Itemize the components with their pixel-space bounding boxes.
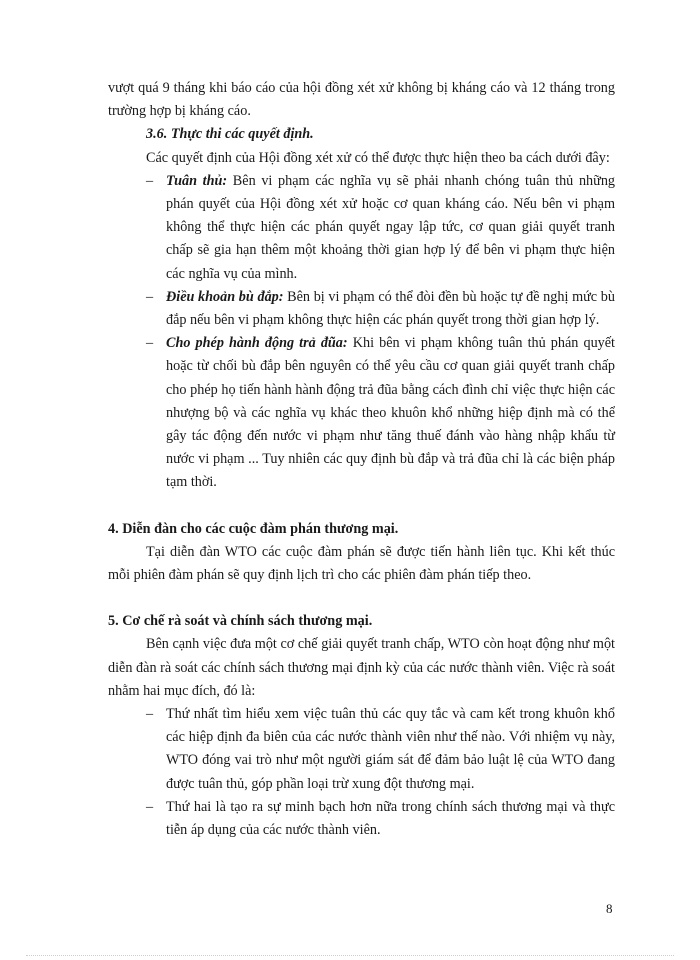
page-bottom-divider: [26, 955, 674, 956]
subsection-3-6-heading: 3.6. Thực thi các quyết định.: [146, 126, 314, 143]
bullet-term: Điều khoản bù đắp:: [166, 288, 284, 305]
section-4-paragraph: Tại diễn đàn WTO các cuộc đàm phán sẽ được tiến hành liên tục. Khi kết thúc mỗi phiên đàm phán sẽ quy định lịch trì cho các phiên đàm phán tiếp theo.: [108, 543, 615, 584]
bullet-text: Khi bên vi phạm không tuân thủ phán quyết hoặc từ chối bù đắp bên nguyên có thể yêu cầu cơ quan giải quyết tranh chấp cho phép họ tiến hành hành động trả đũa bằng cách đình chỉ việc thực hiện các nhượng bộ và các nghĩa vụ khác theo khuôn khổ những hiệp định mà có thể gây tác động đến nước vi phạm như tăng thuế đánh vào hàng nhập khẩu từ nước vi phạm ... Tuy nhiên các quy định bù đắp và trả đũa chỉ là các biện pháp tạm thời.: [166, 335, 615, 491]
page-number: 8: [606, 901, 613, 916]
bullet-text: Bên vi phạm các nghĩa vụ sẽ phải nhanh chóng tuân thủ những phán quyết của Hội đồng xét xử hoặc cơ quan kháng cáo. Nếu bên vi phạm không thể thực hiện các phán quyết ngay lập tức, cơ quan giải quyết tranh chấp sẽ gia hạn thêm một khoảng thời gian hợp lý để bên vi phạm thực hiện các nghĩa vụ của mình.: [166, 172, 616, 282]
bullet-item-compensation: [108, 286, 615, 332]
section-5-heading: 5. Cơ chế rà soát và chính sách thương mại.: [108, 613, 373, 630]
bullet-term: Tuân thủ:: [166, 172, 228, 189]
subsection-3-6-intro: Các quyết định của Hội đồng xét xử có thể được thực hiện theo ba cách dưới đây:: [146, 149, 610, 166]
bullet-text: Thứ nhất tìm hiểu xem việc tuân thủ các quy tắc và cam kết trong khuôn khổ các hiệp định đa biên của các nước thành viên như thế nào. Với nhiệm vụ này, WTO đóng vai trò như một người giám sát để đảm bảo luật lệ của WTO đang được tuân thủ, góp phần loại trừ xung đột thương mại.: [166, 706, 615, 792]
section-spacer: [108, 587, 615, 610]
bullet-item-second-purpose: [108, 796, 615, 842]
bullet-term: Cho phép hành động trả đũa:: [166, 335, 348, 352]
intro-paragraph: vượt quá 9 tháng khi báo cáo của hội đồng xét xử không bị kháng cáo và 12 tháng trong trường hợp bị kháng cáo.: [108, 80, 615, 120]
section-spacer: [108, 495, 615, 518]
dash-bullet: –: [146, 798, 154, 815]
bullet-text: Bên bị vi phạm có thể đòi đền bù hoặc tự đề nghị mức bù đắp nếu bên vi phạm không thực hiện các phán quyết trong thời gian hợp lý.: [166, 288, 615, 329]
dash-bullet: –: [146, 172, 154, 189]
bullet-text: Thứ hai là tạo ra sự minh bạch hơn nữa trong chính sách thương mại và thực tiễn áp dụng của các nước thành viên.: [166, 798, 615, 839]
bullet-item-retaliation: [108, 332, 615, 494]
section-5-paragraph: Bên cạnh việc đưa một cơ chế giải quyết tranh chấp, WTO còn hoạt động như một diễn đàn rà soát các chính sách thương mại định kỳ của các nước thành viên. Việc rà soát nhằm hai mục đích, đó là:: [108, 636, 615, 699]
dash-bullet: –: [146, 706, 154, 723]
dash-bullet: –: [146, 288, 154, 305]
bullet-item-first-purpose: [108, 703, 615, 796]
dash-bullet: –: [146, 335, 154, 352]
bullet-item-compliance: [108, 170, 615, 286]
section-4-heading: 4. Diễn đàn cho các cuộc đàm phán thương mại.: [108, 520, 399, 537]
page-body: [108, 77, 615, 842]
